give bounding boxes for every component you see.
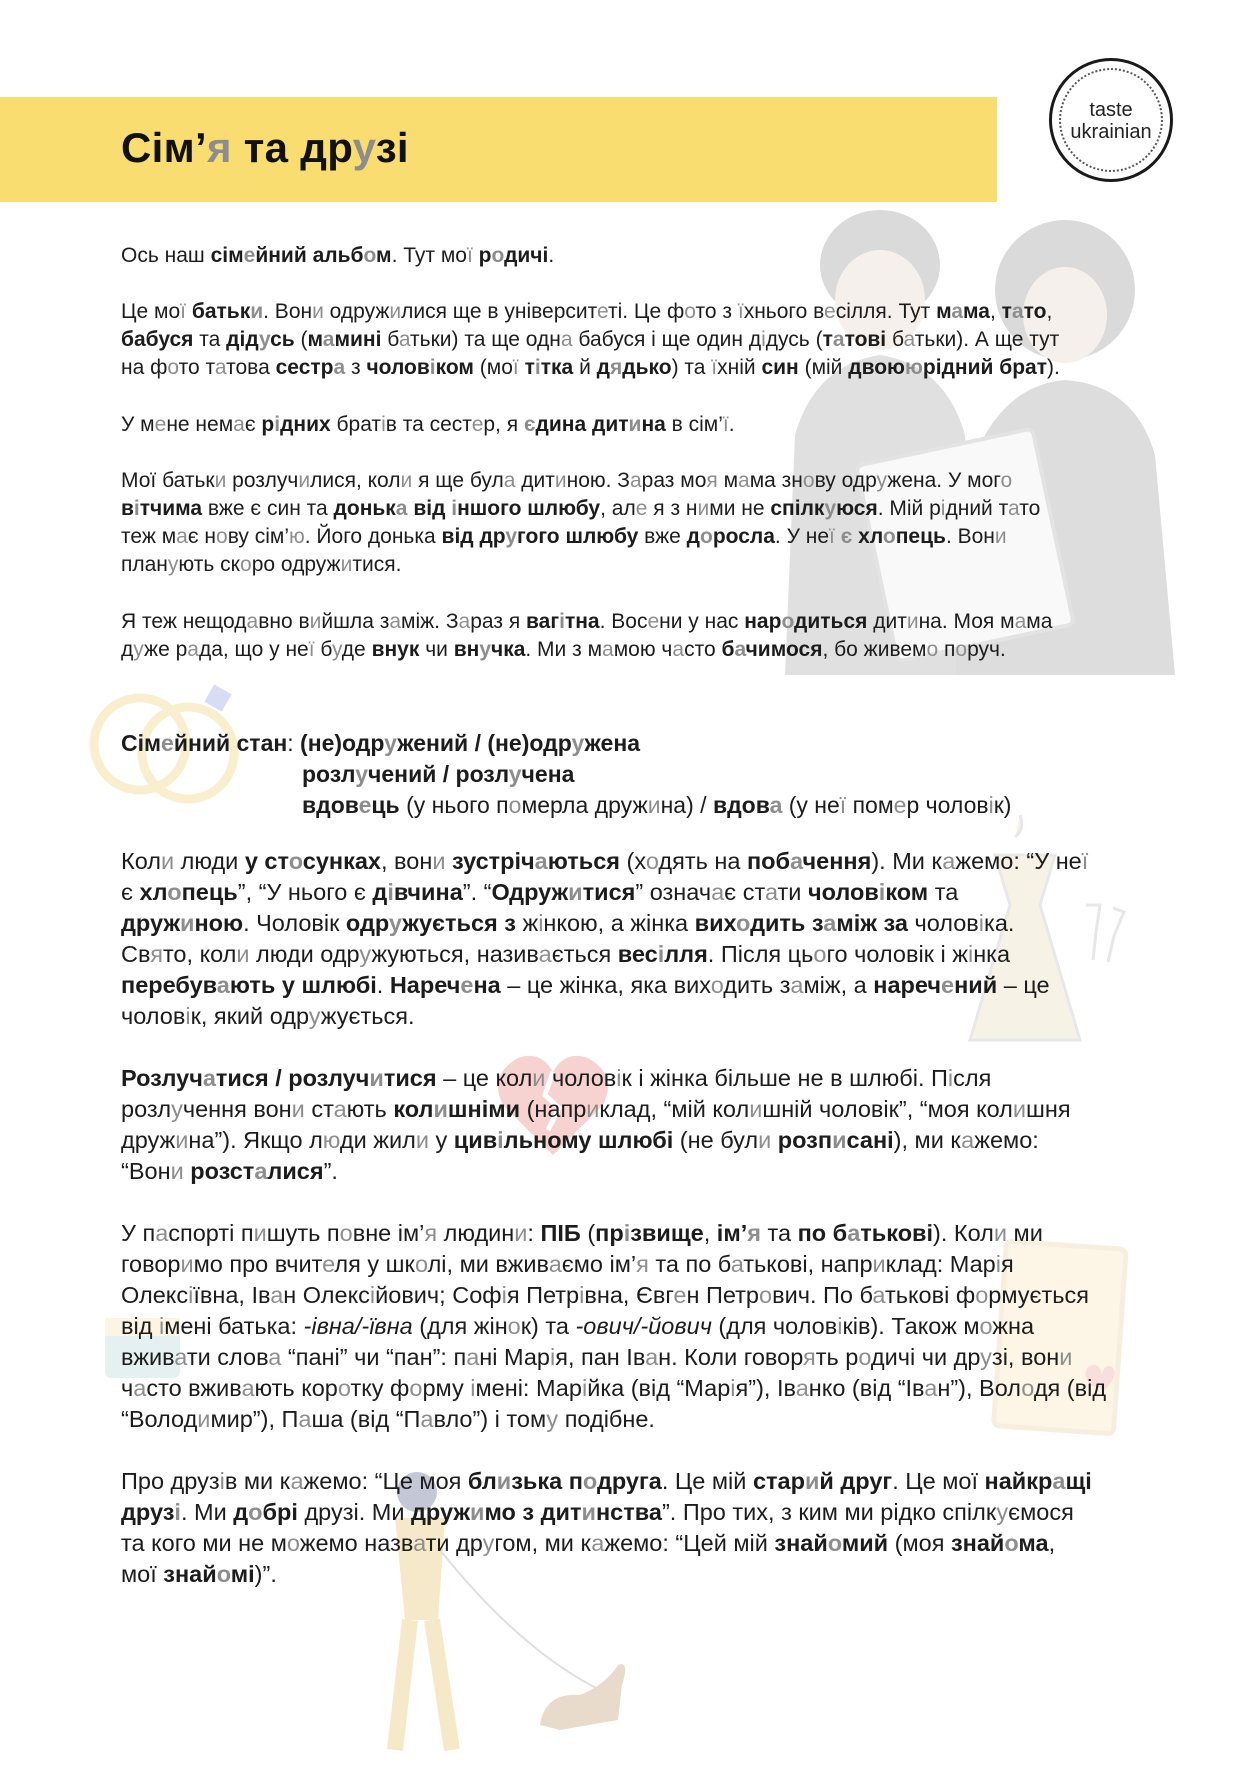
marital-status-line2: розлучений / розлучена [302, 761, 575, 787]
paragraph-divorce-line2: вітчима вже є син та донька від іншого шлюбу, але я з ними не спілкуюся. Мій рідний тато [121, 497, 1041, 520]
paragraph-breakup-line4: “Вони розсталися”. [121, 1158, 338, 1184]
paragraph-pregnant-line2: дуже рада, що у неї буде внук чи внучка. Ми з мамою часто бачимося, бо живемо поруч. [121, 638, 1006, 661]
paragraph-album: Ось наш сімейний альбом. Тут мої родичі. [121, 244, 555, 267]
paragraph-parents-line2: бабуся та дідусь (мамині батьки) та ще одна бабуся і ще один дідусь (татові батьки). А ще тут [121, 328, 1060, 351]
paragraph-parents-line1: Це мої батьки. Вони одружилися ще в університеті. Це фото з їхнього весілля. Тут мама, тато, [121, 300, 1053, 323]
paragraph-breakup-line2: розлучення вони стають колишніми (наприклад, “мій колишній чоловік”, “моя колишня [121, 1096, 1071, 1122]
paragraph-divorce-line1: Мої батьки розлучилися, коли я ще була дитиною. Зараз моя мама знову одружена. У мого [121, 469, 1013, 492]
paragraph-relationships-line2: є хлопець”, “У нього є дівчина”. “Одружитися” означає стати чоловіком та [121, 879, 959, 905]
paragraph-divorce-line3: теж має нову сім’ю. Його донька від другого шлюбу вже доросла. У неї є хлопець. Вони [121, 525, 1007, 548]
champagne-icon [1078, 900, 1128, 970]
paragraph-pregnant-line1: Я теж нещодавно вийшла заміж. Зараз я вагітна. Восени у нас народиться дитина. Моя мама [121, 610, 1053, 633]
page-title: Сім’я та друзі [121, 124, 409, 171]
paragraph-names-line6: часто вживають коротку форму імені: Марійка (від “Марія”), Іванко (від “Іван”), Володя (від [121, 1375, 1107, 1401]
paragraph-breakup-line1: Розлучатися / розлучитися – це коли чоловік і жінка більше не в шлюбі. Після [121, 1065, 992, 1091]
paragraph-names-line4: від імені батька: -івна/-ївна (для жінок) та -ович/-йович (для чоловіків). Також можна [121, 1313, 1035, 1339]
paragraph-friends-line3: та кого ми не можемо назвати другом, ми кажемо: “Цей мій знайомий (моя знайома, [121, 1530, 1056, 1556]
paragraph-friends-line1: Про друзів ми кажемо: “Це моя близька подруга. Це мій старий друг. Це мої найкращі [121, 1468, 1092, 1494]
paragraph-only-child: У мене немає рідних братів та сестер, я єдина дитина в сім’ї. [121, 413, 735, 436]
paragraph-relationships-line3: дружиною. Чоловік одружується з жінкою, а жінка виходить заміж за чоловіка. [121, 910, 1015, 936]
paragraph-parents-line3: на фото татова сестра з чоловіком (мої тітка й дядько) та їхній син (мій двоююрідний брат). [121, 356, 1060, 379]
paragraph-relationships-line1: Коли люди у стосунках, вони зустрічаються (ходять на побачення). Ми кажемо: “У неї [121, 848, 1089, 874]
paragraph-relationships-line4: Свято, коли люди одружуються, називається весілля. Після цього чоловік і жінка [121, 941, 1011, 967]
paragraph-names-line5: вживати слова “пані” чи “пан”: пані Марія, пан Іван. Коли говорять родичі чи друзі, вони [121, 1344, 1073, 1370]
paragraph-divorce-line4: планують скоро одружитися. [121, 553, 402, 576]
paragraph-names-line1: У паспорті пишуть повне ім’я людини: ПІБ (прізвище, ім’я та по батькові). Коли ми [121, 1220, 1043, 1246]
paragraph-breakup-line3: дружина”). Якщо люди жили у цивільному шлюбі (не були розписані), ми кажемо: [121, 1127, 1039, 1153]
taste-ukrainian-logo: taste ukrainian [1049, 58, 1173, 182]
marital-status-line3: вдовець (у нього померла дружина) / вдова (у неї помер чоловік) [302, 792, 1012, 818]
paragraph-friends-line2: друзі. Ми добрі друзі. Ми дружимо з дитинства”. Про тих, з ким ми рідко спілкуємося [121, 1499, 1074, 1525]
paragraph-friends-line4: мої знайомі)”. [121, 1561, 277, 1587]
marital-status-line1: Сімейний стан: (не)одружений / (не)одружена [121, 730, 641, 756]
paragraph-relationships-line6: чоловік, який одружується. [121, 1003, 415, 1029]
paragraph-relationships-line5: перебувають у шлюбі. Наречена – це жінка, яка виходить заміж, а наречений – це [121, 972, 1050, 998]
paragraph-names-line3: Олексіївна, Іван Олексійович; Софія Петрівна, Євген Петрович. По батькові формується [121, 1282, 1089, 1308]
paragraph-names-line7: “Володимир”), Паша (від “Павло”) і тому подібне. [121, 1406, 655, 1432]
paragraph-names-line2: говоримо про вчителя у школі, ми вживаємо ім’я та по батькові, наприклад: Марія [121, 1251, 1014, 1277]
